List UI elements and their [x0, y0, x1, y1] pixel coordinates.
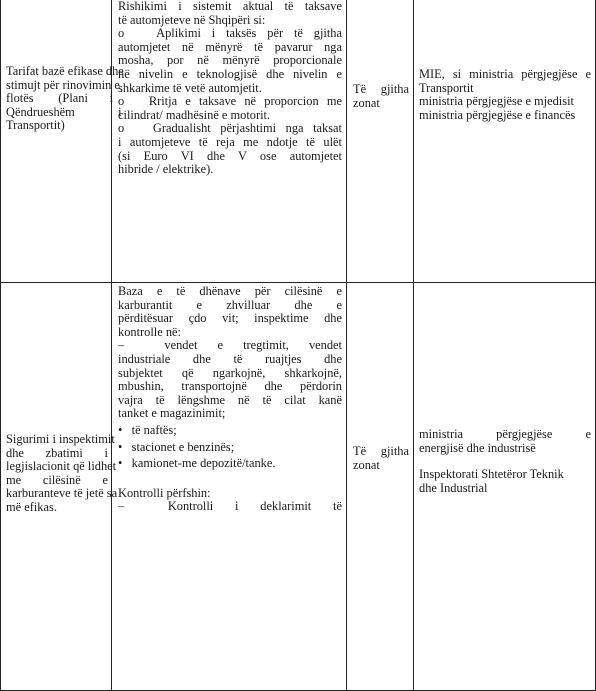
text-line: industriale dhe të ruajtjes dhe — [118, 351, 342, 366]
text-line: karburanteve të jetë sa — [6, 486, 118, 501]
activity-cell — [112, 283, 347, 691]
text-line: Transportit) — [6, 118, 65, 133]
text-line: kontrolle në: — [118, 324, 181, 339]
text-line: legjislacionit që lidhet — [6, 459, 117, 474]
text-line: dhe zbatimi i — [6, 445, 108, 460]
text-line: automjetet në mënyrë të pavarur nga — [118, 39, 342, 54]
table-row — [1, 283, 596, 691]
responsible-cell — [414, 283, 596, 691]
text-line: o Aplikimi i taksës për të gjitha — [118, 26, 342, 41]
text-line: zonat — [353, 95, 380, 110]
blank-line — [118, 471, 342, 484]
text-line: (si Euro VI dhe V ose automjetet — [118, 148, 342, 163]
text-line: flotës (Plani i — [6, 91, 114, 106]
table-row — [1, 0, 596, 283]
text-line: Të gjitha — [353, 444, 409, 458]
text-line: mbushin, transportojnë dhe përdorin — [118, 379, 342, 394]
text-line: i automjeteve të reja me ndotje të ulët — [118, 134, 342, 149]
text-line: • të naftës; — [118, 422, 177, 437]
text-line: dhe Industrial — [419, 480, 488, 495]
text-line: Qëndrueshëm i — [6, 104, 122, 119]
text-line: më efikas. — [6, 499, 57, 514]
text-line: MIE, si ministria përgjegjëse e — [419, 67, 591, 81]
text-line: me cilësinë e — [6, 472, 108, 487]
measure-cell — [1, 283, 118, 691]
zone-cell — [347, 0, 414, 283]
text-line: o Rritja e taksave në proporcion me — [118, 94, 342, 109]
text-line: përditësuar çdo vit; inspektime dhe — [118, 311, 342, 326]
text-line: cilindrat/ madhësinë e motorit. — [118, 107, 271, 122]
text-line: zonat — [353, 457, 380, 472]
text-line: tanket e magazinimit; — [118, 406, 226, 421]
text-line: stimujt për rinovimin e — [6, 77, 120, 92]
text-line: shkarkime të vetë automjetit. — [118, 80, 262, 95]
text-line: Kontrolli përfshin: — [118, 485, 211, 500]
text-line: energjisë dhe industrisë — [419, 440, 536, 455]
zone-cell — [347, 283, 414, 691]
text-line: hibride / elektrike). — [118, 162, 214, 177]
text-line: Baza e të dhënave për cilësinë e — [118, 284, 342, 298]
text-line: mosha, por në mënyrë proporcionale — [118, 53, 342, 68]
activity-cell — [112, 0, 347, 283]
text-line: • kamionet-me depozitë/tanke. — [118, 456, 276, 471]
text-line: në nivelin e teknologjisë dhe nivelin e — [118, 66, 342, 81]
text-line: – Kontrolli i deklarimit të — [118, 499, 342, 514]
text-line: karburantit e zhvilluar dhe e — [118, 297, 342, 312]
text-line: Transportit — [419, 80, 474, 95]
text-line: ministria përgjegjëse e financës — [419, 107, 576, 122]
text-line: Inspektorati Shtetëror Teknik — [419, 467, 564, 482]
text-line: Tarifat bazë efikase dhe — [6, 64, 124, 78]
text-line: ministria përgjegjëse e mjedisit — [419, 94, 574, 109]
text-line: subjektet që ngarkojnë, shkarkojnë, — [118, 365, 342, 380]
text-line: Sigurimi i inspektimit — [6, 432, 115, 446]
text-line: Të gjitha — [353, 82, 409, 96]
measure-cell — [1, 0, 124, 283]
text-line: • stacionet e benzinës; — [118, 439, 235, 454]
responsible-cell — [414, 0, 596, 283]
text-line: o Gradualisht përjashtimi nga taksat — [118, 121, 342, 136]
text-line: – vendet e tregtimit, vendet — [118, 338, 342, 353]
text-line: të automjeteve në Shqipëri si: — [118, 12, 266, 27]
text-line: Rishikimi i sistemit aktual të taksave — [118, 0, 342, 13]
text-line: vajra të lëngshme në të cilat kanë — [118, 392, 342, 407]
text-line: ministria përgjegjëse e — [419, 427, 591, 441]
